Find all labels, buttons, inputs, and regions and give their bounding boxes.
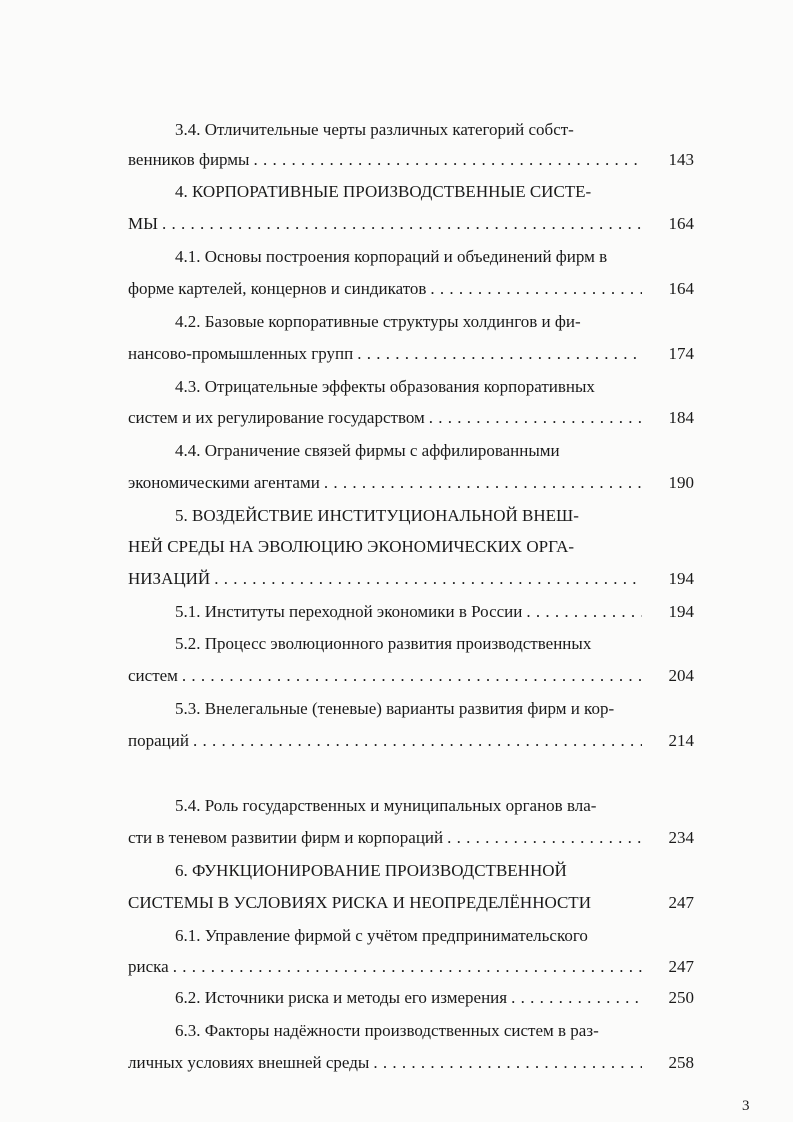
toc-page-number: 250 [668,988,694,1007]
toc-entry-text: риска [128,957,169,976]
toc-entry-text: 5. ВОЗДЕЙСТВИЕ ИНСТИТУЦИОНАЛЬНОЙ ВНЕШ- [175,506,579,525]
toc-page-number: 194 [668,602,694,621]
toc-line [128,375,694,399]
toc-line [128,310,694,334]
toc-page-number: 258 [668,1053,694,1072]
toc-page-number: 234 [668,828,694,847]
toc-line [128,245,694,269]
toc-entry-text: венников фирмы [128,150,250,169]
toc-entry-text: 5.1. Институты переходной экономики в России [175,602,523,621]
toc-line [128,342,694,366]
dot-leader [173,955,642,979]
toc-entry-text: 6. ФУНКЦИОНИРОВАНИЕ ПРОИЗВОДСТВЕННОЙ [175,861,567,880]
toc-page-number: 164 [668,279,694,298]
toc-line [128,1019,694,1043]
toc-entry-text: 6.2. Источники риска и методы его измерения [175,988,508,1007]
dot-leader [253,148,642,172]
toc-line [128,406,694,430]
toc-line [128,471,694,495]
dot-leader [162,212,642,236]
toc-entry-text: форме картелей, концернов и синдикатов [128,279,427,298]
toc-entry-text: 5.2. Процесс эволюционного развития производственных [175,634,592,653]
toc-entry-text: 6.3. Факторы надёжности производственных систем в раз- [175,1021,599,1040]
toc-entry-text: 4.4. Ограничение связей фирмы с аффилированными [175,441,560,460]
toc-entry-text: НЕЙ СРЕДЫ НА ЭВОЛЮЦИЮ ЭКОНОМИЧЕСКИХ ОРГА- [128,537,575,556]
toc-page-number: 204 [668,666,694,685]
toc-page-number: 174 [668,344,694,363]
toc-line [128,955,694,979]
toc-entry-text: 4.3. Отрицательные эффекты образования корпоративных [175,377,595,396]
dot-leader [511,986,642,1010]
toc-line [128,567,694,591]
toc-line [128,439,694,463]
toc-entry-text: систем [128,666,178,685]
toc-entry-text: сти в теневом развитии фирм и корпораций [128,828,444,847]
toc-page-number: 247 [668,893,694,912]
dot-leader [526,600,642,624]
toc-line [128,148,694,172]
toc-page-number: 164 [668,214,694,233]
toc-line [128,180,694,204]
toc-entry-text: 4. КОРПОРАТИВНЫЕ ПРОИЗВОДСТВЕННЫЕ СИСТЕ- [175,182,592,201]
dot-leader [429,406,642,430]
toc-line [128,697,694,721]
toc-page-number: 247 [668,957,694,976]
toc-page-number: 194 [668,569,694,588]
toc-entry-text: МЫ [128,214,158,233]
toc-entry-text: экономическими агентами [128,473,320,492]
toc-line [128,277,694,301]
toc-page-number: 214 [668,731,694,750]
page-number: 3 [742,1098,750,1114]
toc-page-number: 184 [668,408,694,427]
toc-line [128,632,694,656]
dot-leader [193,729,642,753]
toc-entry-text: 6.1. Управление фирмой с учётом предпринимательского [175,926,588,945]
toc-line [128,891,694,915]
dot-leader [430,277,642,301]
toc-line [128,600,694,624]
toc-entry-text: 5.3. Внелегальные (теневые) варианты развития фирм и кор- [175,699,615,718]
toc-entry-text: систем и их регулирование государством [128,408,425,427]
toc-entry-text: 5.4. Роль государственных и муниципальных органов вла- [175,796,597,815]
dot-leader [182,664,642,688]
toc-line [128,729,694,753]
toc-entry-text: НИЗАЦИЙ [128,569,211,588]
toc-line [128,794,694,818]
toc-line [128,212,694,236]
toc-line [128,986,694,1010]
toc-line [128,826,694,850]
toc-line [128,924,694,948]
toc-entry-text: нансово-промышленных групп [128,344,354,363]
dot-leader [373,1051,642,1075]
toc-entry-text: 4.2. Базовые корпоративные структуры холдингов и фи- [175,312,581,331]
dot-leader [324,471,642,495]
dot-leader [214,567,642,591]
toc-entry-text: 4.1. Основы построения корпораций и объединений фирм в [175,247,608,266]
toc-entry-text: 3.4. Отличительные черты различных категорий собст- [175,120,574,139]
toc-line [128,859,694,883]
toc-line [128,1051,694,1075]
toc-line [128,535,694,559]
toc-entry-text: пораций [128,731,189,750]
toc-line [128,504,694,528]
toc-page-number: 190 [668,473,694,492]
dot-leader [357,342,642,366]
toc-line [128,118,694,142]
toc-line [128,664,694,688]
toc-entry-text: СИСТЕМЫ В УСЛОВИЯХ РИСКА И НЕОПРЕДЕЛЁННОСТИ [128,893,591,912]
toc-page-number: 143 [668,150,694,169]
toc-entry-text: личных условиях внешней среды [128,1053,370,1072]
dot-leader [447,826,642,850]
